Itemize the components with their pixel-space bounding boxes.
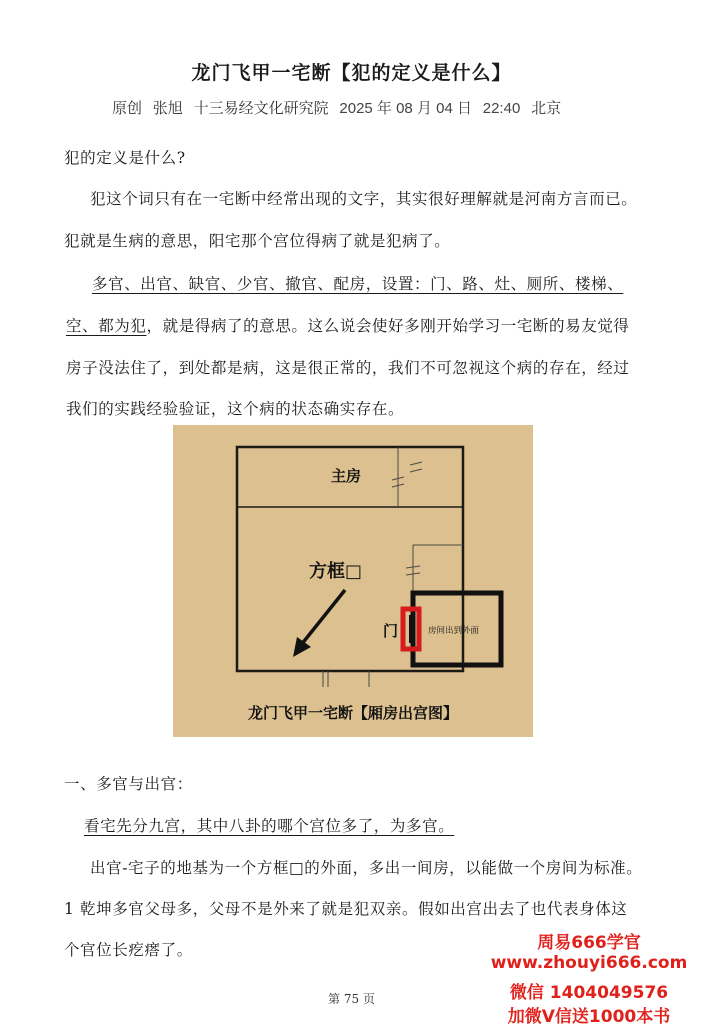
byline-type: 原创 (112, 99, 143, 117)
byline-date: 2025 年 08 月 04 日 (339, 100, 472, 117)
paragraph-3-line-2 (66, 314, 630, 336)
watermark-line-2: www.zhouyi666.com (490, 953, 688, 973)
floor-plan-figure (173, 425, 533, 737)
byline-location: 北京 (531, 99, 562, 117)
frame-label: 方框□ (309, 561, 363, 582)
page-number: 第 75 页 (328, 992, 375, 1006)
paragraph-1: 犯这个词只有在一宅断中经常出现的文字，其实很好理解就是河南方言而已。 (90, 190, 638, 208)
question-heading: 犯的定义是什么? (64, 149, 186, 167)
paragraph-3-line-4: 我们的实践经验验证，这个病的状态确实存在。 (66, 400, 405, 418)
page-title: 龙门飞甲一宅断【犯的定义是什么】 (191, 62, 512, 84)
room-label: 主房 (331, 467, 362, 485)
watermark-line-1: 周易666学官 (537, 933, 641, 953)
outer-room-label: 房间出到外面 (428, 626, 480, 636)
section-1-paragraph-1: 看宅先分九宫，其中八卦的哪个宫位多了，为多官。 (84, 817, 455, 835)
watermark-line-4: 加微V信送1000本书 (507, 1007, 671, 1027)
door-label: 门 (383, 622, 399, 640)
section-1-paragraph-2: 出官-宅子的地基为一个方框□的外面，多出一间房，以能做一个房间为标准。 (90, 859, 643, 877)
watermark-line-3: 微信 1404049576 (509, 983, 669, 1003)
byline (112, 97, 567, 118)
section-1-paragraph-3-line-1: 1 乾坤多官父母多，父母不是外来了就是犯双亲。假如出宫出去了也代表身体这 (64, 900, 628, 918)
paragraph-3-line-1: 多官、出官、缺官、少官、撤官、配房，设置：门、路、灶、厕所、楼梯、 (92, 275, 624, 293)
byline-author[interactable]: 张旭 (152, 99, 183, 117)
arrow-head (293, 637, 311, 657)
paragraph-3-underlined: 空、都为犯 (66, 317, 147, 335)
paragraph-2: 犯就是生病的意思，阳宅那个宫位得病了就是犯病了。 (64, 232, 451, 250)
byline-time: 22:40 (482, 100, 521, 117)
section-1-paragraph-3-line-2: 个官位长疙瘩了。 (64, 941, 193, 959)
paragraph-3-line-3: 房子没法住了，到处都是病，这是很正常的，我们不可忽视这个病的存在，经过 (66, 359, 630, 377)
paragraph-3-rest: ，就是得病了的意思。这么说会使好多刚开始学习一宅断的易友觉得 (146, 317, 630, 335)
byline-org[interactable]: 十三易经文化研究院 (193, 99, 329, 117)
section-1-heading: 一、多官与出官： (64, 775, 193, 793)
arrow-line (301, 590, 345, 645)
figure-caption: 龙门飞甲一宅断【厢房出宫图】 (247, 704, 458, 722)
